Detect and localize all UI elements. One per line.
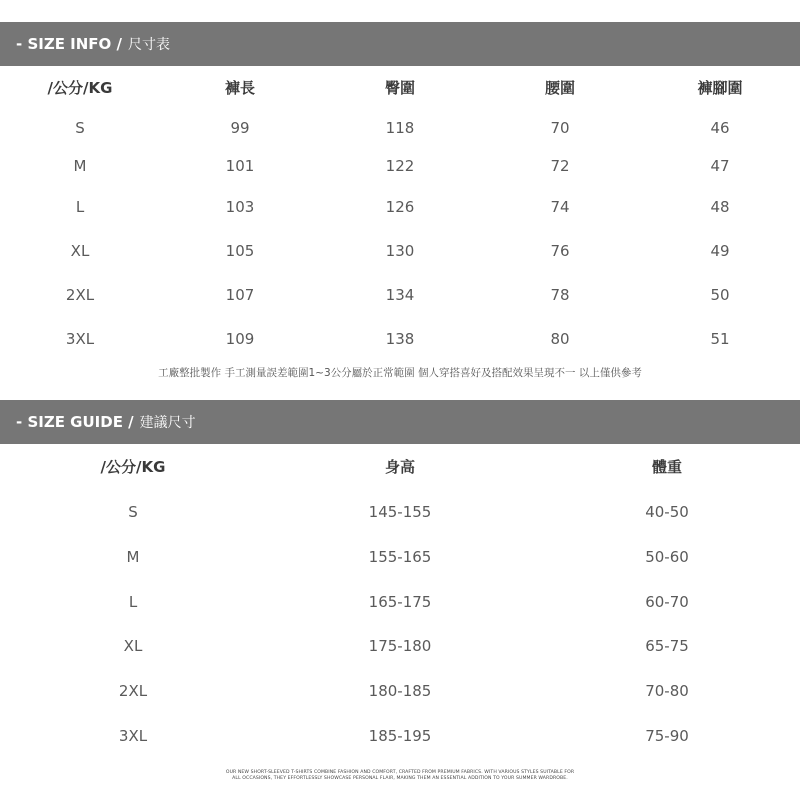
weight-cell: 70-80 (645, 682, 689, 700)
height-cell: 155-165 (368, 548, 432, 566)
table-row (0, 590, 800, 614)
height-cell: 180-185 (368, 682, 432, 700)
waist-cell: 78 (550, 286, 570, 304)
length-cell: 107 (225, 286, 255, 304)
table-row (0, 545, 800, 569)
column-header-unit: /公分/KG (47, 79, 113, 97)
size-info-header-row (0, 76, 800, 100)
column-header-hip: 臀圍 (384, 79, 416, 97)
size-cell: XL (70, 242, 90, 260)
hip-cell: 118 (385, 119, 415, 137)
hem-cell: 46 (710, 119, 730, 137)
hem-cell: 47 (710, 157, 730, 175)
column-header-height: 身高 (384, 458, 416, 476)
size-guide-title-zh: 建議尺寸 (139, 415, 196, 431)
footer-tagline (0, 770, 800, 782)
hip-cell: 130 (385, 242, 415, 260)
size-cell: L (128, 593, 138, 611)
size-guide-banner (0, 400, 800, 444)
size-cell: S (75, 119, 85, 137)
hem-cell: 48 (710, 198, 730, 216)
hip-cell: 138 (385, 330, 415, 348)
length-cell: 103 (225, 198, 255, 216)
waist-cell: 72 (550, 157, 570, 175)
column-header-length: 褲長 (224, 79, 256, 97)
hip-cell: 134 (385, 286, 415, 304)
hip-cell: 122 (385, 157, 415, 175)
size-cell: 3XL (118, 727, 148, 745)
column-header-waist: 腰圍 (544, 79, 576, 97)
size-guide-header-row (0, 455, 800, 479)
length-cell: 105 (225, 242, 255, 260)
size-info-title-zh: 尺寸表 (128, 37, 171, 53)
table-row (0, 283, 800, 307)
column-header-unit: /公分/KG (100, 458, 166, 476)
waist-cell: 70 (550, 119, 570, 137)
size-cell: XL (123, 637, 143, 655)
size-guide-title-en: - SIZE GUIDE / (16, 413, 134, 431)
hip-cell: 126 (385, 198, 415, 216)
length-cell: 101 (225, 157, 255, 175)
weight-cell: 40-50 (645, 503, 689, 521)
table-row (0, 679, 800, 703)
table-row (0, 195, 800, 219)
height-cell: 175-180 (368, 637, 432, 655)
size-cell: 2XL (118, 682, 148, 700)
weight-cell: 65-75 (645, 637, 689, 655)
weight-cell: 75-90 (645, 727, 689, 745)
table-row (0, 327, 800, 351)
size-cell: 2XL (65, 286, 95, 304)
footer-line-1: OUR NEW SHORT-SLEEVED T-SHIRTS COMBINE FASHION AND COMFORT, CRAFTED FROM PREMIUM FABRICS. WITH VARIOUS STYLES SUITABLE FOR (225, 770, 575, 775)
weight-cell: 50-60 (645, 548, 689, 566)
size-cell: L (75, 198, 85, 216)
table-row (0, 154, 800, 178)
table-row (0, 724, 800, 748)
footer-line-2: ALL OCCASIONS, THEY EFFORTLESSLY SHOWCASE PERSONAL FLAIR, MAKING THEM AN ESSENTIAL ADDITION TO YOUR SUMMER WARDROBE. (232, 776, 568, 781)
height-cell: 145-155 (368, 503, 432, 521)
size-cell: M (126, 548, 140, 566)
table-row (0, 239, 800, 263)
height-cell: 185-195 (368, 727, 432, 745)
table-row (0, 500, 800, 524)
table-row (0, 116, 800, 140)
hem-cell: 51 (710, 330, 730, 348)
table-row (0, 634, 800, 658)
measurement-note: 工廠整批製作 手工測量誤差範圍1~3公分屬於正常範圍 個人穿搭喜好及搭配效果呈現不一 以上僅供參考 (158, 367, 642, 379)
column-header-weight: 體重 (651, 458, 683, 476)
hem-cell: 50 (710, 286, 730, 304)
hem-cell: 49 (710, 242, 730, 260)
size-cell: M (73, 157, 87, 175)
size-info-banner (0, 22, 800, 66)
weight-cell: 60-70 (645, 593, 689, 611)
size-cell: 3XL (65, 330, 95, 348)
length-cell: 99 (230, 119, 250, 137)
waist-cell: 80 (550, 330, 570, 348)
size-cell: S (128, 503, 138, 521)
height-cell: 165-175 (368, 593, 432, 611)
waist-cell: 74 (550, 198, 570, 216)
size-info-title-en: - SIZE INFO / (16, 35, 123, 53)
waist-cell: 76 (550, 242, 570, 260)
length-cell: 109 (225, 330, 255, 348)
column-header-hem: 褲腳圍 (697, 79, 743, 97)
